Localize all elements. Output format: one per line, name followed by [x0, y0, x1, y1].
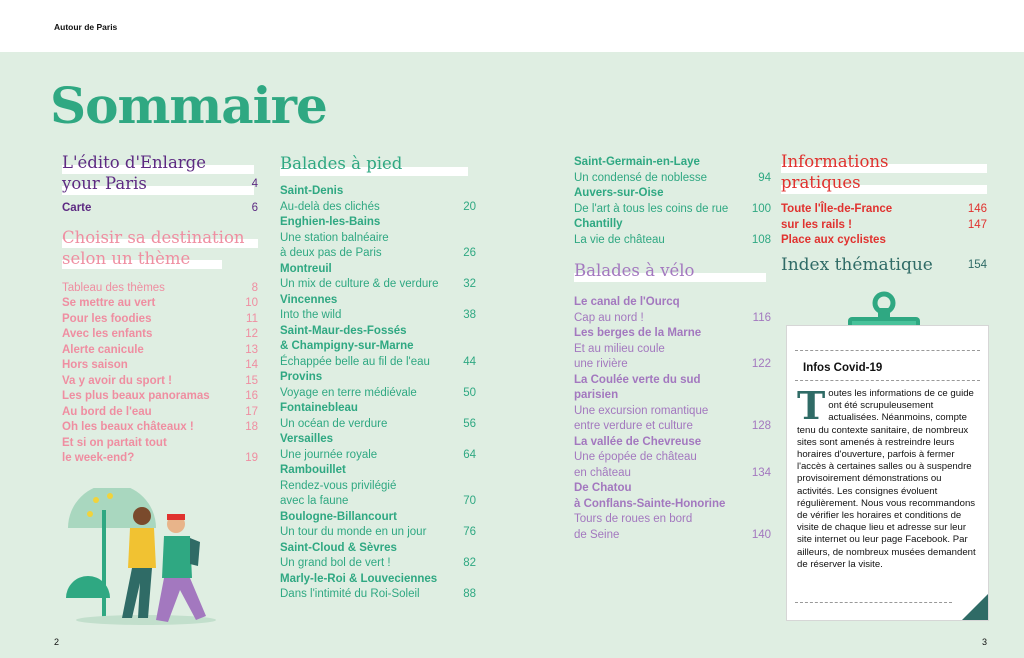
person1-head — [133, 507, 151, 525]
toc-entry-label: à Conflans-Sainte-Honorine — [574, 497, 726, 510]
toc-entry-label: Boulogne-Billancourt — [280, 510, 397, 523]
edito-heading-line1[interactable]: L'édito d'Enlarge — [62, 153, 207, 172]
toc-entry[interactable] — [62, 374, 258, 390]
theme-heading-line1[interactable]: Choisir sa destination — [62, 227, 245, 247]
toc-entry[interactable] — [280, 572, 476, 588]
edito-page: 4 — [251, 178, 258, 190]
toc-entry[interactable] — [280, 324, 476, 340]
toc-entry[interactable] — [280, 510, 476, 526]
toc-entry-label: à deux pas de Paris — [280, 247, 382, 259]
toc-entry-label: Un océan de verdure — [280, 417, 388, 430]
toc-entry-page: 82 — [463, 557, 476, 569]
toc-entry-page: 32 — [463, 278, 476, 290]
toc-entry-label: une rivière — [574, 358, 628, 370]
tree-trunk — [102, 510, 106, 618]
toc-entry-label: Se mettre au vert — [62, 297, 156, 309]
toc-entry-label: La Coulée verte du sud — [574, 373, 701, 386]
index-label: Index thématique — [781, 254, 933, 275]
toc-entry-page: 12 — [245, 328, 258, 340]
toc-entry-label: le week-end? — [62, 452, 135, 464]
toc-entry[interactable] — [574, 171, 771, 187]
edito-heading-line2[interactable]: your Paris — [62, 174, 147, 193]
toc-entry-page: 56 — [463, 417, 476, 430]
toc-entry[interactable] — [280, 246, 476, 262]
balades-velo-heading[interactable]: Balades à vélo — [574, 261, 695, 280]
toc-entry[interactable] — [62, 281, 258, 297]
toc-entry-label: Provins — [280, 371, 323, 383]
tree-fruit-icon — [107, 493, 113, 499]
toc-entry-label: Oh les beaux châteaux ! — [62, 421, 194, 433]
toc-entry[interactable] — [280, 556, 476, 572]
toc-entry-label: De Chatou — [574, 482, 632, 494]
toc-entry-label: & Champigny-sur-Marne — [280, 340, 414, 352]
toc-entry-page: 8 — [251, 281, 258, 294]
toc-entry[interactable] — [62, 405, 258, 421]
toc-entry-page: 26 — [463, 247, 476, 259]
toc-entry[interactable] — [280, 541, 476, 557]
person2-backpack — [190, 538, 200, 566]
toc-entry-label: Versailles — [280, 433, 334, 445]
toc-entry[interactable] — [280, 308, 476, 324]
toc-entry-label: Voyage en terre médiévale — [280, 386, 417, 399]
toc-entry-label: sur les rails ! — [781, 218, 852, 231]
toc-entry-page: 70 — [463, 495, 476, 507]
toc-entry-label: en château — [574, 466, 631, 479]
toc-entry-page: 64 — [463, 448, 476, 461]
column-infos — [781, 151, 987, 279]
toc-entry-label: La vallée de Chevreuse — [574, 435, 702, 448]
toc-entry-label: Et au milieu coule — [574, 342, 665, 355]
toc-entry-label: Vincennes — [280, 293, 338, 306]
toc-entry-page: 14 — [245, 359, 258, 371]
toc-entry-label: entre verdure et culture — [574, 420, 693, 432]
top-bar — [0, 0, 1024, 52]
toc-entry-label: Une station balnéaire — [280, 231, 389, 244]
toc-entry-label: Va y avoir du sport ! — [62, 374, 172, 387]
toc-entry[interactable] — [280, 184, 476, 200]
toc-entry[interactable] — [574, 435, 771, 451]
toc-entry-label: Alerte canicule — [62, 343, 144, 356]
column-edito-themes — [62, 152, 258, 467]
toc-entry[interactable] — [574, 497, 771, 513]
covid-title: Infos Covid-19 — [803, 362, 883, 374]
toc-entry-label: Dans l'intimité du Roi-Soleil — [280, 588, 420, 600]
toc-entry-label: Montreuil — [280, 262, 332, 275]
toc-entry-page: 140 — [751, 528, 771, 541]
toc-entry-label: Saint-Denis — [280, 185, 344, 197]
toc-entry-page: 134 — [751, 466, 771, 479]
toc-entry[interactable] — [574, 342, 771, 358]
running-title: Autour de Paris — [54, 22, 118, 32]
toc-entry[interactable] — [574, 466, 771, 482]
column-balades-pied — [280, 153, 476, 603]
toc-entry-page: 100 — [751, 202, 771, 215]
tree-fruit-icon — [93, 497, 99, 503]
theme-heading-line2[interactable]: selon un thème — [62, 248, 191, 268]
toc-entry-label: Un condensé de noblesse — [574, 171, 707, 184]
toc-entry-page: 76 — [463, 526, 476, 538]
toc-entry-label: Marly-le-Roi & Louveciennes — [280, 572, 438, 585]
toc-entry[interactable] — [280, 231, 476, 247]
toc-entry[interactable] — [62, 296, 258, 312]
toc-entry-label: Saint-Germain-en-Laye — [574, 156, 700, 168]
column-balades-velo — [574, 155, 771, 543]
toc-entry-label: De l'art à tous les coins de rue — [574, 202, 729, 215]
toc-entry[interactable] — [62, 389, 258, 405]
toc-entry[interactable] — [280, 262, 476, 278]
toc-entry-label: avec la faune — [280, 495, 349, 507]
toc-entry-label: Un grand bol de vert ! — [280, 557, 391, 569]
toc-entry[interactable] — [574, 202, 771, 218]
toc-entry[interactable] — [781, 202, 987, 218]
toc-entry-page: 13 — [245, 343, 258, 356]
toc-entry-page: 16 — [245, 390, 258, 402]
balades-velo-list — [574, 295, 771, 543]
toc-entry-page: 116 — [752, 311, 771, 324]
toc-entry-page: 18 — [245, 421, 258, 433]
toc-entry-page: 50 — [463, 386, 476, 399]
toc-entry-label: Toute l'Île-de-France — [781, 203, 893, 215]
toc-entry-label: Pour les foodies — [62, 312, 152, 325]
toc-entry-page: 94 — [758, 171, 771, 184]
toc-entry[interactable] — [574, 404, 771, 420]
toc-entry-label: Et si on partait tout — [62, 436, 167, 449]
person1-body — [128, 528, 156, 568]
toc-entry[interactable] — [574, 512, 771, 528]
toc-entry-page: 17 — [245, 405, 258, 418]
toc-entry[interactable] — [574, 373, 771, 389]
toc-entry-page: 108 — [751, 233, 771, 246]
toc-entry-page: 88 — [463, 588, 476, 600]
toc-entry[interactable] — [781, 233, 987, 249]
toc-entry-carte[interactable] — [62, 201, 258, 217]
covid-drop-cap: T — [797, 383, 826, 428]
toc-entry[interactable] — [280, 432, 476, 448]
toc-entry-label: Au-delà des clichés — [280, 200, 380, 213]
toc-entry-page: 10 — [245, 297, 258, 309]
toc-entry-index[interactable] — [781, 255, 987, 279]
toc-entry[interactable] — [62, 343, 258, 359]
toc-entry-label: Tableau des thèmes — [62, 281, 165, 294]
toc-entry-label: Enghien-les-Bains — [280, 216, 381, 228]
toc-entry-label: Une journée royale — [280, 448, 378, 461]
toc-entry-label: Un mix de culture & de verdure — [280, 278, 439, 290]
toc-entry[interactable] — [574, 481, 771, 497]
toc-entry[interactable] — [62, 420, 258, 436]
toc-entry[interactable] — [574, 311, 771, 327]
toc-entry[interactable] — [62, 436, 258, 452]
toc-entry[interactable] — [62, 312, 258, 328]
toc-entry[interactable] — [280, 386, 476, 402]
infos-heading-line2[interactable]: pratiques — [781, 173, 861, 192]
carte-page: 6 — [251, 202, 258, 214]
toc-entry[interactable] — [574, 295, 771, 311]
page-fold-corner — [962, 594, 988, 620]
person2-cap — [167, 514, 185, 520]
toc-entry-page: 19 — [245, 452, 258, 464]
toc-entry-page: 38 — [463, 309, 476, 321]
balades-pied-list — [280, 184, 476, 603]
toc-entry[interactable] — [280, 494, 476, 510]
toc-entry-label: Auvers-sur-Oise — [574, 187, 664, 199]
theme-list — [62, 281, 258, 467]
toc-entry[interactable] — [280, 479, 476, 495]
toc-entry-label: Chantilly — [574, 218, 623, 230]
covid-info-box — [786, 325, 989, 621]
toc-entry-page: 11 — [246, 312, 258, 325]
toc-entry-label: Rambouillet — [280, 464, 346, 476]
toc-entry-label: Échappée belle au fil de l'eau — [280, 355, 430, 368]
toc-entry-page: 128 — [751, 420, 771, 432]
toc-entry-label: Tours de roues en bord — [574, 513, 693, 525]
infos-heading-line1[interactable]: Informations — [781, 152, 889, 171]
toc-entry[interactable] — [280, 463, 476, 479]
person2-body — [162, 536, 192, 578]
walkers-illustration — [66, 488, 226, 634]
toc-entry[interactable] — [280, 200, 476, 216]
toc-entry[interactable] — [574, 528, 771, 544]
toc-entry-label: Avec les enfants — [62, 328, 153, 340]
toc-entry-page: 122 — [751, 358, 771, 370]
balades-pied-continued-list — [574, 155, 771, 248]
toc-entry-label: Rendez-vous privilégié — [280, 479, 397, 492]
carte-label: Carte — [62, 202, 92, 214]
toc-entry[interactable] — [280, 277, 476, 293]
toc-entry-label: Saint-Maur-des-Fossés — [280, 324, 407, 337]
toc-entry[interactable] — [781, 218, 987, 234]
toc-entry[interactable] — [280, 587, 476, 603]
toc-entry[interactable] — [280, 401, 476, 417]
toc-entry[interactable] — [574, 419, 771, 435]
index-page: 154 — [967, 258, 987, 271]
page-number-right: 3 — [982, 637, 988, 647]
toc-entry[interactable] — [574, 233, 771, 249]
toc-entry-label: Cap au nord ! — [574, 311, 644, 324]
toc-entry[interactable] — [280, 525, 476, 541]
toc-entry-page: 15 — [245, 374, 258, 387]
person1-legs — [122, 568, 152, 618]
toc-entry[interactable] — [62, 327, 258, 343]
toc-entry-label: Une excursion romantique — [574, 404, 709, 417]
person2-legs — [156, 578, 206, 622]
covid-body — [797, 383, 981, 571]
toc-entry[interactable] — [280, 370, 476, 386]
toc-entry[interactable] — [280, 448, 476, 464]
toc-entry-label: Les plus beaux panoramas — [62, 390, 210, 402]
toc-entry[interactable] — [62, 358, 258, 374]
toc-entry-label: Place aux cyclistes — [781, 234, 886, 246]
toc-entry-label: de Seine — [574, 528, 620, 541]
toc-entry[interactable] — [574, 388, 771, 404]
page-title: Sommaire — [50, 76, 327, 135]
page-number-left: 2 — [54, 637, 60, 647]
toc-entry-label: La vie de château — [574, 233, 665, 246]
toc-entry[interactable] — [280, 355, 476, 371]
toc-entry-label: Une épopée de château — [574, 451, 697, 463]
balades-pied-heading[interactable]: Balades à pied — [280, 154, 403, 173]
toc-entry-page: 147 — [967, 218, 987, 231]
toc-entry-label: Un tour du monde en un jour — [280, 526, 427, 538]
toc-entry-label: Into the wild — [280, 309, 342, 321]
toc-entry-page: 20 — [463, 200, 476, 213]
toc-entry-page: 44 — [463, 355, 476, 368]
toc-entry[interactable] — [62, 451, 258, 467]
toc-entry-label: Au bord de l'eau — [62, 405, 152, 418]
toc-entry[interactable] — [574, 326, 771, 342]
toc-entry-label: Les berges de la Marne — [574, 327, 702, 339]
toc-entry-label: Fontainebleau — [280, 402, 358, 414]
toc-entry[interactable] — [280, 339, 476, 355]
toc-entry[interactable] — [280, 417, 476, 433]
toc-entry[interactable] — [574, 217, 771, 233]
infos-list — [781, 202, 987, 249]
toc-entry[interactable] — [574, 186, 771, 202]
toc-entry-label: Saint-Cloud & Sèvres — [280, 541, 397, 554]
tree-fruit-icon — [87, 511, 93, 517]
toc-entry-label: Hors saison — [62, 359, 128, 371]
toc-entry-label: Le canal de l'Ourcq — [574, 296, 680, 308]
toc-entry[interactable] — [574, 155, 771, 171]
toc-entry-page: 146 — [967, 203, 987, 215]
toc-entry[interactable] — [574, 450, 771, 466]
toc-entry-label: parisien — [574, 389, 619, 401]
toc-entry[interactable] — [574, 357, 771, 373]
covid-body-text: outes les informations de ce guide ont été scrupuleusement actualisées. Néanmoins, compte tenu du contexte sanitaire, de nombreux sites sont amenés à restreindre leurs horaires d'ouverture, parfois à fermer l'accès à certaines salles ou à suspendre provisoirement démonstrations ou activités. Les consignes évoluent régulièrement. Nous vous recommandons de vérifier les horaires et conditions de visite de chaque lieu et adresse sur leur site internet ou leur page Facebook. Par ailleurs, de nombreux musées demandent de réserver la visite. — [797, 388, 976, 570]
toc-entry[interactable] — [280, 293, 476, 309]
toc-entry[interactable] — [280, 215, 476, 231]
